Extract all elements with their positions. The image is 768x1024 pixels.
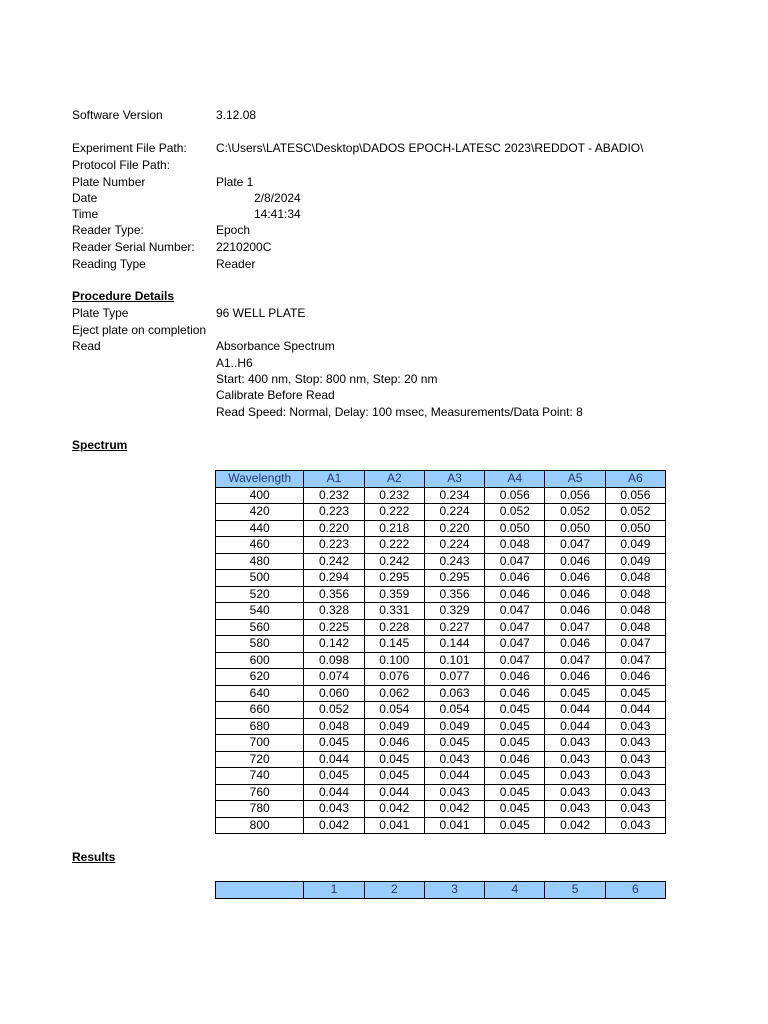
absorbance-cell: 0.232 <box>304 487 364 504</box>
absorbance-cell: 0.044 <box>545 702 605 719</box>
absorbance-cell: 0.331 <box>364 603 424 620</box>
read-detail-line: A1..H6 <box>216 356 253 370</box>
absorbance-cell: 0.227 <box>424 619 484 636</box>
wavelength-cell: 480 <box>216 553 304 570</box>
absorbance-cell: 0.047 <box>545 652 605 669</box>
absorbance-cell: 0.356 <box>304 586 364 603</box>
absorbance-cell: 0.045 <box>424 735 484 752</box>
absorbance-cell: 0.047 <box>485 553 545 570</box>
results-table <box>215 881 666 899</box>
absorbance-cell: 0.043 <box>605 718 665 735</box>
absorbance-cell: 0.046 <box>545 553 605 570</box>
results-column-header: 2 <box>364 882 424 899</box>
results-column-header: 4 <box>485 882 545 899</box>
plate-number-value: Plate 1 <box>216 175 254 189</box>
eject-plate-label: Eject plate on completion <box>72 323 207 337</box>
absorbance-cell: 0.043 <box>545 801 605 818</box>
table-row <box>216 768 666 785</box>
absorbance-cell: 0.049 <box>605 537 665 554</box>
absorbance-cell: 0.077 <box>424 669 484 686</box>
wavelength-cell: 580 <box>216 636 304 653</box>
absorbance-cell: 0.043 <box>605 735 665 752</box>
absorbance-cell: 0.044 <box>545 718 605 735</box>
absorbance-cell: 0.046 <box>545 603 605 620</box>
absorbance-cell: 0.049 <box>605 553 665 570</box>
absorbance-cell: 0.043 <box>605 751 665 768</box>
absorbance-cell: 0.048 <box>485 537 545 554</box>
absorbance-cell: 0.049 <box>424 718 484 735</box>
reading-type-label: Reading Type <box>72 257 146 271</box>
table-row <box>216 570 666 587</box>
table-row <box>216 520 666 537</box>
absorbance-cell: 0.052 <box>304 702 364 719</box>
read-detail-line: Calibrate Before Read <box>216 388 335 402</box>
absorbance-cell: 0.222 <box>364 537 424 554</box>
reading-type-value: Reader <box>216 257 256 271</box>
wavelength-cell: 700 <box>216 735 304 752</box>
experiment-file-path-value: C:\Users\LATESC\Desktop\DADOS EPOCH-LATESC 2023\REDDOT - ABADIO\ <box>216 141 644 155</box>
wavelength-cell: 780 <box>216 801 304 818</box>
wavelength-cell: 800 <box>216 817 304 834</box>
absorbance-cell: 0.062 <box>364 685 424 702</box>
absorbance-cell: 0.056 <box>485 487 545 504</box>
absorbance-cell: 0.046 <box>545 586 605 603</box>
absorbance-cell: 0.044 <box>605 702 665 719</box>
wavelength-cell: 740 <box>216 768 304 785</box>
wavelength-cell: 760 <box>216 784 304 801</box>
absorbance-cell: 0.045 <box>304 768 364 785</box>
absorbance-cell: 0.043 <box>424 751 484 768</box>
plate-type-value: 96 WELL PLATE <box>216 306 306 320</box>
time-label: Time <box>72 207 99 221</box>
reader-type-value: Epoch <box>216 223 251 237</box>
absorbance-cell: 0.046 <box>485 751 545 768</box>
absorbance-cell: 0.052 <box>545 504 605 521</box>
absorbance-cell: 0.046 <box>485 586 545 603</box>
absorbance-cell: 0.045 <box>485 718 545 735</box>
absorbance-cell: 0.045 <box>605 685 665 702</box>
absorbance-cell: 0.220 <box>304 520 364 537</box>
absorbance-cell: 0.243 <box>424 553 484 570</box>
absorbance-cell: 0.101 <box>424 652 484 669</box>
absorbance-cell: 0.060 <box>304 685 364 702</box>
absorbance-cell: 0.046 <box>545 570 605 587</box>
wavelength-cell: 680 <box>216 718 304 735</box>
absorbance-cell: 0.242 <box>364 553 424 570</box>
spectrum-column-header: A6 <box>605 471 665 488</box>
absorbance-cell: 0.046 <box>485 685 545 702</box>
software-version-label: Software Version <box>72 108 163 122</box>
table-row <box>216 504 666 521</box>
wavelength-cell: 720 <box>216 751 304 768</box>
absorbance-cell: 0.048 <box>605 619 665 636</box>
absorbance-cell: 0.046 <box>545 669 605 686</box>
absorbance-cell: 0.046 <box>364 735 424 752</box>
table-row <box>216 801 666 818</box>
absorbance-cell: 0.047 <box>545 619 605 636</box>
absorbance-cell: 0.048 <box>605 586 665 603</box>
absorbance-cell: 0.047 <box>605 636 665 653</box>
software-version-value: 3.12.08 <box>216 108 257 122</box>
absorbance-cell: 0.359 <box>364 586 424 603</box>
table-row <box>216 817 666 834</box>
absorbance-cell: 0.043 <box>304 801 364 818</box>
spectrum-column-header: A5 <box>545 471 605 488</box>
absorbance-cell: 0.043 <box>545 735 605 752</box>
absorbance-cell: 0.047 <box>485 619 545 636</box>
absorbance-cell: 0.329 <box>424 603 484 620</box>
absorbance-cell: 0.047 <box>485 603 545 620</box>
absorbance-cell: 0.223 <box>304 504 364 521</box>
absorbance-cell: 0.054 <box>364 702 424 719</box>
absorbance-cell: 0.295 <box>364 570 424 587</box>
absorbance-cell: 0.098 <box>304 652 364 669</box>
absorbance-cell: 0.050 <box>485 520 545 537</box>
absorbance-cell: 0.046 <box>485 669 545 686</box>
wavelength-cell: 460 <box>216 537 304 554</box>
absorbance-cell: 0.043 <box>545 751 605 768</box>
spectrum-header-row <box>216 471 666 488</box>
absorbance-cell: 0.047 <box>605 652 665 669</box>
absorbance-cell: 0.042 <box>364 801 424 818</box>
wavelength-cell: 640 <box>216 685 304 702</box>
absorbance-cell: 0.047 <box>545 537 605 554</box>
results-header-row <box>216 882 666 899</box>
experiment-file-path-label: Experiment File Path: <box>72 141 187 155</box>
absorbance-cell: 0.144 <box>424 636 484 653</box>
absorbance-cell: 0.295 <box>424 570 484 587</box>
results-column-header: 1 <box>304 882 364 899</box>
absorbance-cell: 0.044 <box>364 784 424 801</box>
absorbance-cell: 0.049 <box>364 718 424 735</box>
absorbance-cell: 0.045 <box>485 801 545 818</box>
spectrum-column-header: A4 <box>485 471 545 488</box>
absorbance-cell: 0.048 <box>605 570 665 587</box>
absorbance-cell: 0.224 <box>424 537 484 554</box>
table-row <box>216 586 666 603</box>
procedure-details-heading: Procedure Details <box>72 289 175 303</box>
absorbance-cell: 0.045 <box>485 817 545 834</box>
reader-type-label: Reader Type: <box>72 223 144 237</box>
table-row <box>216 537 666 554</box>
spectrum-heading: Spectrum <box>72 438 128 452</box>
table-row <box>216 553 666 570</box>
absorbance-cell: 0.043 <box>605 784 665 801</box>
wavelength-cell: 540 <box>216 603 304 620</box>
absorbance-cell: 0.045 <box>364 768 424 785</box>
absorbance-cell: 0.045 <box>304 735 364 752</box>
table-row <box>216 718 666 735</box>
wavelength-cell: 660 <box>216 702 304 719</box>
absorbance-cell: 0.328 <box>304 603 364 620</box>
absorbance-cell: 0.047 <box>485 652 545 669</box>
absorbance-cell: 0.228 <box>364 619 424 636</box>
absorbance-cell: 0.232 <box>364 487 424 504</box>
absorbance-cell: 0.056 <box>605 487 665 504</box>
absorbance-cell: 0.222 <box>364 504 424 521</box>
plate-type-label: Plate Type <box>72 306 129 320</box>
absorbance-cell: 0.043 <box>605 801 665 818</box>
absorbance-cell: 0.050 <box>605 520 665 537</box>
absorbance-cell: 0.074 <box>304 669 364 686</box>
results-column-header: 6 <box>605 882 665 899</box>
absorbance-cell: 0.043 <box>545 768 605 785</box>
table-row <box>216 735 666 752</box>
time-value: 14:41:34 <box>254 207 301 221</box>
absorbance-cell: 0.045 <box>485 768 545 785</box>
wavelength-cell: 400 <box>216 487 304 504</box>
table-row <box>216 669 666 686</box>
absorbance-cell: 0.046 <box>605 669 665 686</box>
absorbance-cell: 0.223 <box>304 537 364 554</box>
absorbance-cell: 0.042 <box>424 801 484 818</box>
absorbance-cell: 0.043 <box>605 768 665 785</box>
absorbance-cell: 0.045 <box>364 751 424 768</box>
absorbance-cell: 0.294 <box>304 570 364 587</box>
spectrum-column-header: Wavelength <box>216 471 304 488</box>
table-row <box>216 652 666 669</box>
absorbance-cell: 0.045 <box>485 702 545 719</box>
absorbance-cell: 0.220 <box>424 520 484 537</box>
read-label: Read <box>72 339 101 353</box>
absorbance-cell: 0.145 <box>364 636 424 653</box>
date-value: 2/8/2024 <box>254 191 301 205</box>
absorbance-cell: 0.041 <box>364 817 424 834</box>
absorbance-cell: 0.041 <box>424 817 484 834</box>
absorbance-cell: 0.050 <box>545 520 605 537</box>
absorbance-cell: 0.076 <box>364 669 424 686</box>
table-row <box>216 702 666 719</box>
table-row <box>216 636 666 653</box>
results-column-header <box>216 882 304 899</box>
spectrum-column-header: A1 <box>304 471 364 488</box>
absorbance-cell: 0.142 <box>304 636 364 653</box>
wavelength-cell: 620 <box>216 669 304 686</box>
absorbance-cell: 0.042 <box>545 817 605 834</box>
wavelength-cell: 420 <box>216 504 304 521</box>
absorbance-cell: 0.048 <box>304 718 364 735</box>
absorbance-cell: 0.063 <box>424 685 484 702</box>
spectrum-table <box>215 470 666 834</box>
results-column-header: 5 <box>545 882 605 899</box>
wavelength-cell: 500 <box>216 570 304 587</box>
absorbance-cell: 0.044 <box>424 768 484 785</box>
results-column-header: 3 <box>424 882 484 899</box>
absorbance-cell: 0.056 <box>545 487 605 504</box>
absorbance-cell: 0.045 <box>485 784 545 801</box>
absorbance-cell: 0.043 <box>545 784 605 801</box>
absorbance-cell: 0.100 <box>364 652 424 669</box>
plate-number-label: Plate Number <box>72 175 146 189</box>
reader-serial-value: 2210200C <box>216 240 272 254</box>
absorbance-cell: 0.044 <box>304 784 364 801</box>
wavelength-cell: 440 <box>216 520 304 537</box>
absorbance-cell: 0.045 <box>545 685 605 702</box>
date-label: Date <box>72 191 98 205</box>
table-row <box>216 487 666 504</box>
absorbance-cell: 0.224 <box>424 504 484 521</box>
absorbance-cell: 0.052 <box>485 504 545 521</box>
absorbance-cell: 0.242 <box>304 553 364 570</box>
absorbance-cell: 0.043 <box>424 784 484 801</box>
spectrum-column-header: A3 <box>424 471 484 488</box>
reader-serial-label: Reader Serial Number: <box>72 240 195 254</box>
absorbance-cell: 0.044 <box>304 751 364 768</box>
read-detail-line: Absorbance Spectrum <box>216 339 335 353</box>
read-detail-line: Read Speed: Normal, Delay: 100 msec, Measurements/Data Point: 8 <box>216 405 583 419</box>
absorbance-cell: 0.218 <box>364 520 424 537</box>
read-detail-line: Start: 400 nm, Stop: 800 nm, Step: 20 nm <box>216 372 438 386</box>
table-row <box>216 619 666 636</box>
wavelength-cell: 560 <box>216 619 304 636</box>
absorbance-cell: 0.054 <box>424 702 484 719</box>
absorbance-cell: 0.045 <box>485 735 545 752</box>
absorbance-cell: 0.043 <box>605 817 665 834</box>
absorbance-cell: 0.052 <box>605 504 665 521</box>
protocol-file-path-label: Protocol File Path: <box>72 158 171 172</box>
absorbance-cell: 0.048 <box>605 603 665 620</box>
absorbance-cell: 0.234 <box>424 487 484 504</box>
absorbance-cell: 0.225 <box>304 619 364 636</box>
absorbance-cell: 0.046 <box>485 570 545 587</box>
table-row <box>216 751 666 768</box>
results-heading: Results <box>72 850 116 864</box>
absorbance-cell: 0.047 <box>485 636 545 653</box>
table-row <box>216 685 666 702</box>
spectrum-column-header: A2 <box>364 471 424 488</box>
wavelength-cell: 520 <box>216 586 304 603</box>
wavelength-cell: 600 <box>216 652 304 669</box>
absorbance-cell: 0.046 <box>545 636 605 653</box>
table-row <box>216 603 666 620</box>
table-row <box>216 784 666 801</box>
absorbance-cell: 0.042 <box>304 817 364 834</box>
absorbance-cell: 0.356 <box>424 586 484 603</box>
